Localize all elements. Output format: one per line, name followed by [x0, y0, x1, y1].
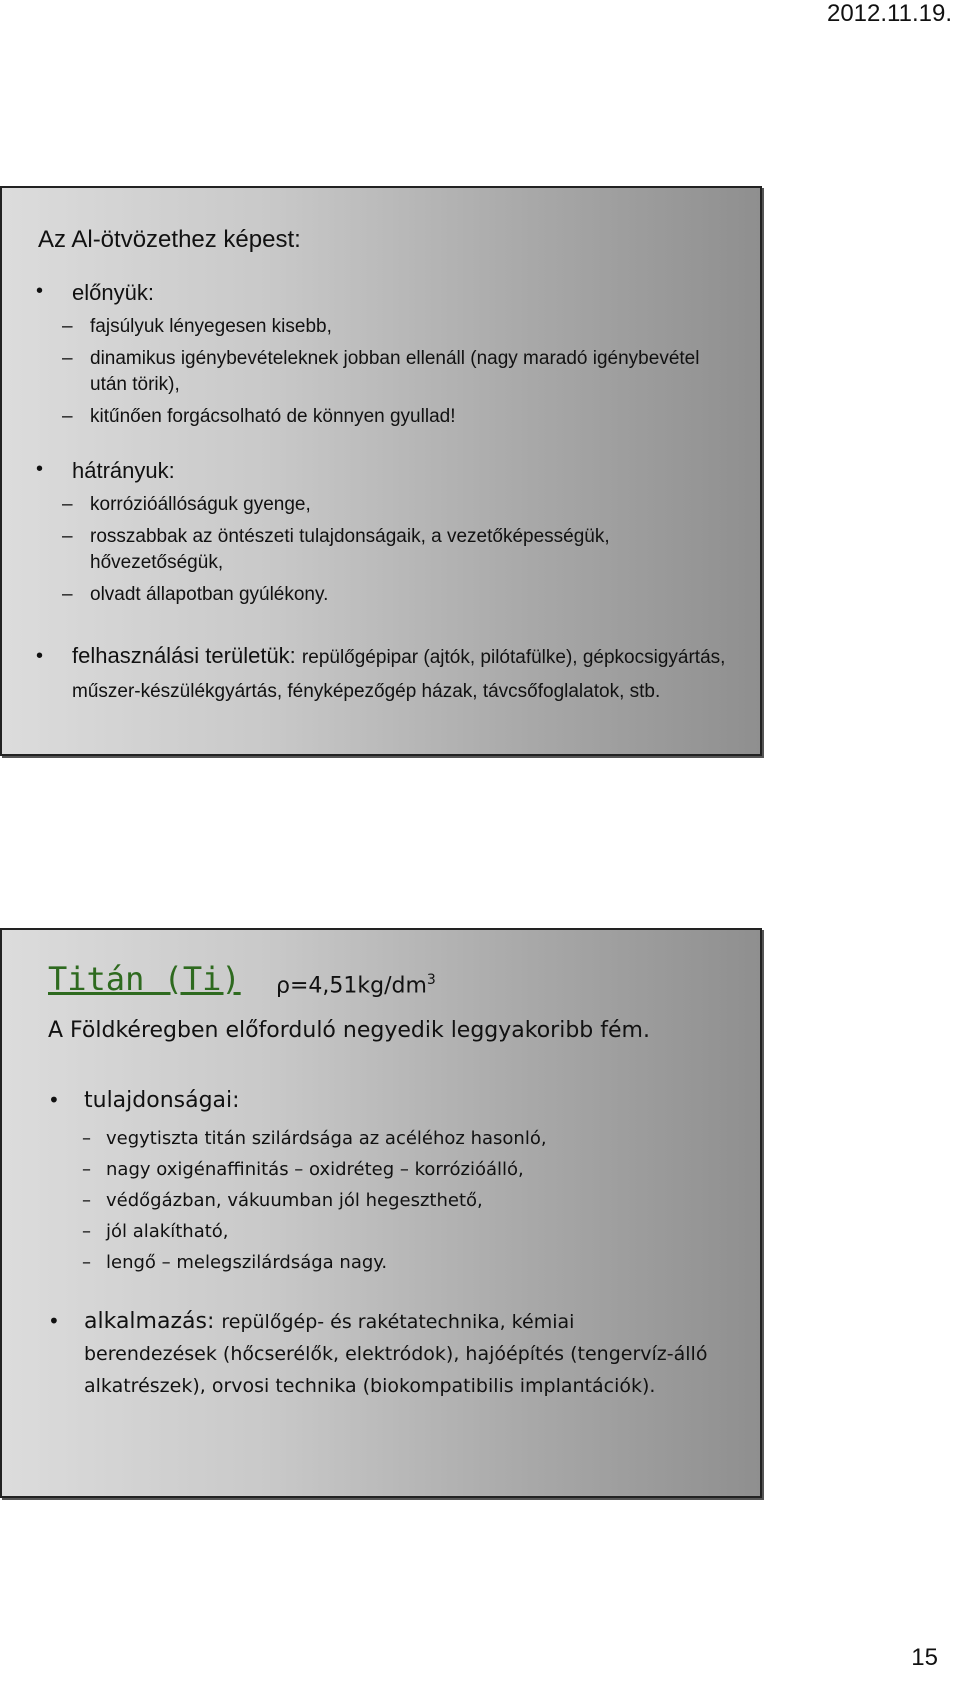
list-item: – kitűnően forgácsolható de könnyen gyullad! — [36, 404, 740, 430]
properties-label: • tulajdonságai: — [48, 1088, 740, 1113]
list-item: – fajsúlyuk lényegesen kisebb, — [36, 314, 740, 340]
list-item: – olvadt állapotban gyúlékony. — [36, 582, 740, 608]
slide-titanium — [0, 928, 762, 1498]
density-value — [276, 972, 436, 998]
list-item: – védőgázban, vákuumban jól hegeszthető, — [48, 1185, 740, 1216]
disadvantages-block — [36, 458, 740, 608]
list-item: – nagy oxigénaffinitás – oxidréteg – korrózióálló, — [48, 1154, 740, 1185]
usage-text: repülőgépipar (ajtók, pilótafülke), gépkocsigyártás, műszer-készülékgyártás, fényképezőgép házak, távcsőfoglalatok, stb. — [72, 647, 726, 702]
list-item: – rosszabbak az öntészeti tulajdonságaik, a vezetőképességük, hővezetőségük, — [36, 524, 740, 576]
page-number: 15 — [911, 1644, 938, 1671]
slide-aluminium-comparison — [0, 186, 762, 756]
slide-title: Az Al-ötvözethez képest: — [38, 226, 301, 253]
list-item: – dinamikus igénybevételeknek jobban ellenáll (nagy maradó igénybevétel után törik), — [36, 346, 740, 398]
usage-block — [36, 640, 740, 708]
usage-paragraph — [36, 640, 740, 708]
density-text: ρ=4,51kg/dm — [276, 973, 427, 999]
slide-subtitle: A Földkéregben előforduló negyedik leggyakoribb fém. — [48, 1018, 650, 1043]
usage-label: felhasználási területük: — [72, 643, 296, 668]
list-item: – korrózióállóságuk gyenge, — [36, 492, 740, 518]
application-text: repülőgép- és rakétatechnika, kémiai berendezések (hőcserélők, elektródok), hajóépítés (tengervíz-álló alkatrészek), orvosi technika (biokompatibilis implantációk). — [84, 1311, 708, 1397]
list-item: – jól alakítható, — [48, 1216, 740, 1247]
list-item: – vegytiszta titán szilárdsága az acéléhoz hasonló, — [48, 1123, 740, 1154]
list-item: – lengő – melegszilárdsága nagy. — [48, 1247, 740, 1278]
disadvantages-label: • hátrányuk: — [36, 458, 740, 484]
slide-title: Titán (Ti) — [48, 960, 241, 998]
application-paragraph — [48, 1306, 710, 1402]
advantages-block — [36, 280, 740, 430]
page-date: 2012.11.19. — [826, 0, 952, 27]
application-label: alkalmazás: — [84, 1309, 215, 1334]
properties-block — [48, 1088, 740, 1278]
advantages-label: • előnyük: — [36, 280, 740, 306]
application-block — [48, 1306, 710, 1402]
density-exponent: 3 — [426, 972, 436, 988]
